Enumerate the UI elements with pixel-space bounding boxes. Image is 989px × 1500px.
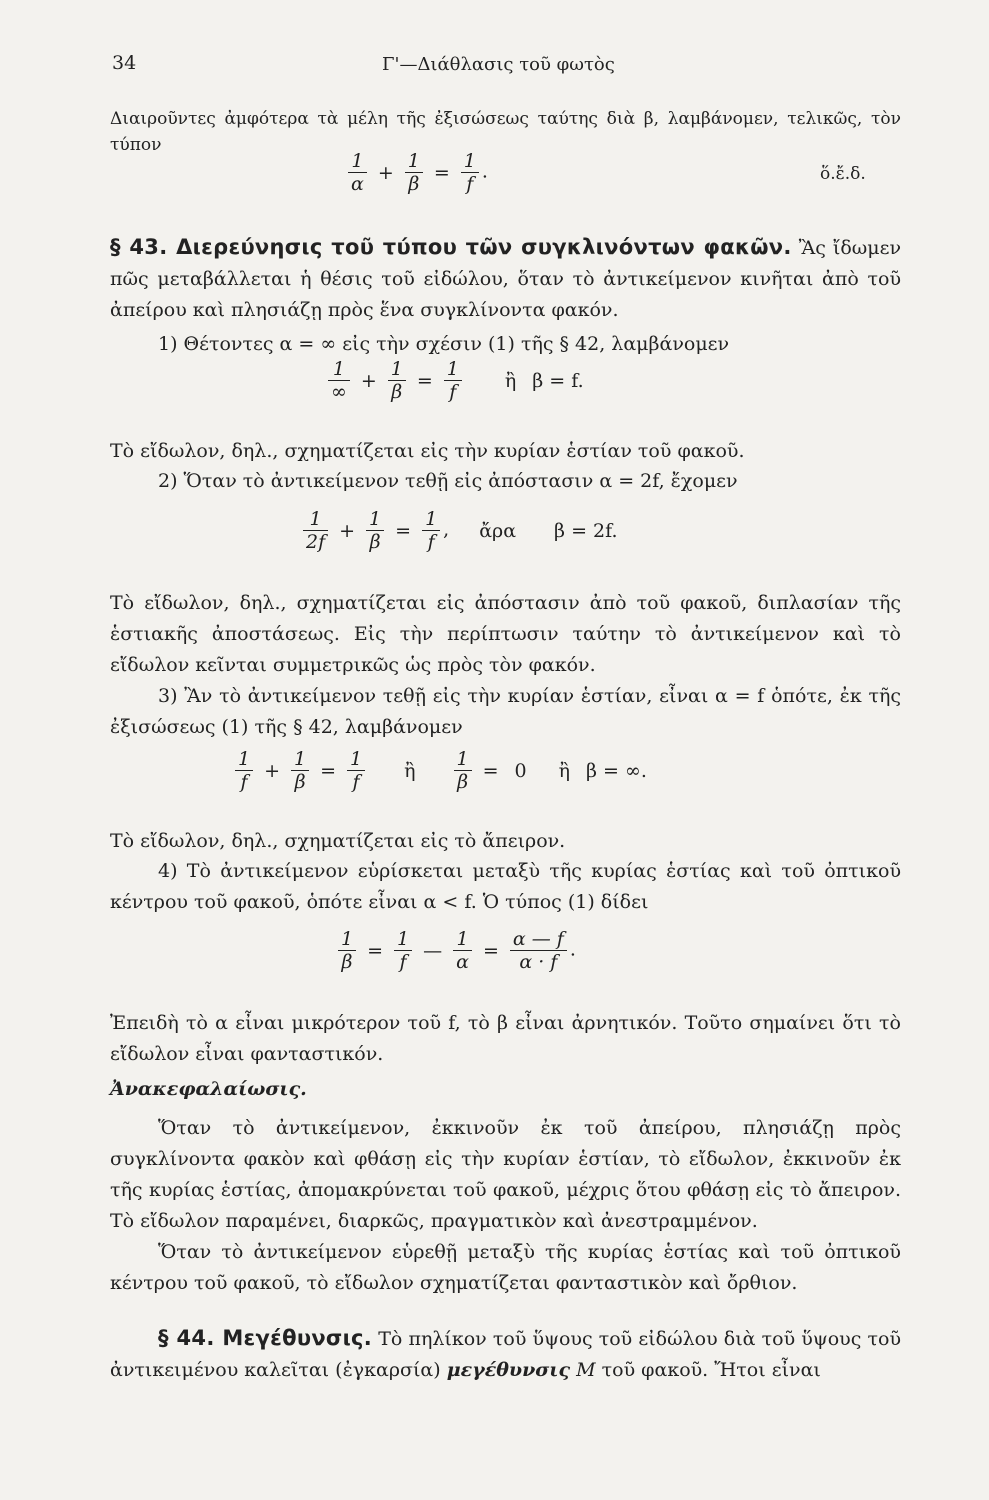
summary-title: Ἀνακεφαλαίωσις. <box>110 1078 307 1100</box>
summary-paragraph-2: Ὅταν τὸ ἀντικείμενον εὑρεθῇ μεταξὺ τῆς κυρίας ἑστίας καὶ τοῦ ὀπτικοῦ κέντρου τοῦ φακοῦ, τὸ εἴδωλον σχηματίζεται φανταστικὸν καὶ ὄρθιον. <box>110 1241 901 1294</box>
section-44-text-2: τοῦ φακοῦ. Ἤτοι εἶναι <box>601 1359 821 1381</box>
eq-den: α <box>453 950 472 973</box>
section-43 <box>110 232 901 326</box>
case-3-text: 3) Ἂν τὸ ἀντικείμενον τεθῇ εἰς τὴν κυρίαν ἑστίαν, εἶναι α = f ὁπότε, ἐκ τῆς ἐξισώσεως (1) τῆς § 42, λαμβάνομεν <box>110 685 901 738</box>
eq-den: β <box>291 770 309 793</box>
intro-paragraph: Διαιροῦντες ἀμφότερα τὰ μέλη τῆς ἐξισώσεως ταύτης διὰ β, λαμβάνομεν, τελικῶς, τὸν τύπον <box>110 109 901 155</box>
summary-paragraph-1: Ὅταν τὸ ἀντικείμενον, ἐκκινοῦν ἐκ τοῦ ἀπείρου, πλησιάζῃ πρὸς συγκλίνοντα φακὸν καὶ φθάσῃ εἰς τὴν κυρίαν ἑστίαν, τὸ εἴδωλον, ἐκκινοῦν ἐκ τῆς κυρίας ἑστίας, ἀπομακρύνεται τοῦ φακοῦ, μέχρις ὅτου φθάσῃ εἰς τὸ ἄπειρον. Τὸ εἴδωλον παραμένει, διαρκῶς, πραγματικὸν καὶ ἀνεστραμμένον. <box>110 1117 901 1232</box>
case-4-text: 4) Τὸ ἀντικείμενον εὑρίσκεται μεταξὺ τῆς κυρίας ἑστίας καὶ τοῦ ὀπτικοῦ κέντρου τοῦ φακοῦ, ὁπότε εἶναι α < f. Ὁ τύπος (1) δίδει <box>110 860 901 913</box>
eq-result: β = 2f. <box>554 519 618 542</box>
section-44 <box>110 1323 901 1386</box>
or-word: ἢ <box>558 759 571 782</box>
eq-den: 2f <box>303 530 328 553</box>
plus-sign: + <box>377 161 394 184</box>
equation-case-2: $\frac{1}{2f}$ + $\frac{1}{\beta}$ = $\frac{1}{f}$ , ἄρα β = 2f. <box>300 508 626 553</box>
or-word: ἢ <box>404 759 416 782</box>
eq-den: f <box>347 770 365 793</box>
eq-den: α <box>348 172 367 195</box>
case-2-conclusion: Τὸ εἴδωλον, δηλ., σχηματίζεται εἰς ἀπόστασιν ἀπὸ τοῦ φακοῦ, διπλασίαν τῆς ἑστιακῆς ἀποστάσεως. Εἰς τὴν περίπτωσιν ταύτην τὸ ἀντικείμενον καὶ τὸ εἴδωλον κεῖνται συμμετρικῶς ὡς πρὸς τὸν φακόν. <box>110 592 901 676</box>
equation-lens-formula <box>345 150 488 195</box>
eq-num: α — f <box>512 928 564 950</box>
eq-den: f <box>235 770 253 793</box>
eq-den: β <box>366 530 384 553</box>
section-44-symbol: M <box>576 1359 596 1381</box>
section-44-term: μεγέθυνσις <box>446 1359 571 1381</box>
ara-word: ἄρα <box>479 519 517 542</box>
case-1-conclusion: Τὸ εἴδωλον, δηλ., σχηματίζεται εἰς τὴν κυρίαν ἑστίαν τοῦ φακοῦ. <box>110 440 745 462</box>
case-4-conclusion: Ἐπειδὴ τὸ α εἶναι μικρότερον τοῦ f, τὸ β εἶναι ἀρνητικόν. Τοῦτο σημαίνει ὅτι τὸ εἴδωλον εἶναι φανταστικόν. <box>110 1012 901 1065</box>
case-3-conclusion: Τὸ εἴδωλον, δηλ., σχηματίζεται εἰς τὸ ἄπειρον. <box>110 830 566 852</box>
running-head: Γ'—Διάθλασις τοῦ φωτὸς <box>382 54 615 75</box>
page-header <box>112 52 909 82</box>
eq-den: ∞ <box>328 380 350 403</box>
eq-result: β = f. <box>532 369 584 392</box>
eq-period: . <box>481 160 488 183</box>
case-1-text: 1) Θέτοντες α = ∞ εἰς τὴν σχέσιν (1) τῆς § 42, λαμβάνομεν <box>158 333 730 355</box>
eq-num: 1 <box>407 150 420 172</box>
eq-den: f <box>422 530 440 553</box>
eq-den: f <box>461 172 479 195</box>
section-43-title: § 43. Διερεύνησις τοῦ τύπου τῶν συγκλινόντων φακῶν. <box>110 235 792 259</box>
qed-mark: ὅ.ἔ.δ. <box>820 164 866 184</box>
eq-result: β = ∞. <box>586 759 647 782</box>
equation-case-3: $\frac{1}{f}$ + $\frac{1}{\beta}$ = $\frac{1}{f}$ ἢ $\frac{1}{\beta}$ = 0 ἢ β = ∞. <box>232 748 655 793</box>
equation-case-1: $\frac{1}{\infty}$ + $\frac{1}{\beta}$ = $\frac{1}{f}$ ἢ β = f. <box>325 358 592 403</box>
eq-den: β <box>454 770 472 793</box>
eq-num: 1 <box>351 150 364 172</box>
eq-den: β <box>388 380 406 403</box>
eq-num: 1 <box>463 150 476 172</box>
eq-den: α · f <box>510 950 567 973</box>
or-word: ἢ <box>504 369 517 392</box>
eq-den: β <box>338 950 356 973</box>
section-43-text: Ἂς ἴδωμεν πῶς μεταβάλλεται ἡ θέσις τοῦ εἰδώλου, ὅταν τὸ ἀντικείμενον κινῆται ἀπὸ τοῦ ἀπείρου καὶ πλησιάζῃ πρὸς ἕνα συγκλίνοντα φακόν. <box>110 237 901 321</box>
eq-den: β <box>405 172 423 195</box>
section-44-title: § 44. Μεγέθυνσις. <box>158 1326 373 1350</box>
eq-zero: 0 <box>514 759 527 782</box>
page-number: 34 <box>112 52 137 74</box>
equation-case-4: $\frac{1}{\beta}$ = $\frac{1}{f}$ — $\frac{1}{\alpha}$ = $\frac{\alpha — f}{\alpha \cdot f}$ . <box>335 928 576 973</box>
case-2-text: 2) Ὅταν τὸ ἀντικείμενον τεθῇ εἰς ἀπόστασιν α = 2f, ἔχομεν <box>158 470 738 492</box>
eq-den: f <box>394 950 412 973</box>
equals-sign: = <box>433 161 450 184</box>
section-44-text-1: Τὸ πηλίκον τοῦ ὕψους τοῦ εἰδώλου διὰ τοῦ ὕψους τοῦ ἀντικειμένου καλεῖται (ἐγκαρσία) <box>110 1328 901 1381</box>
eq-den: f <box>444 380 462 403</box>
minus-sign: — <box>423 939 443 962</box>
